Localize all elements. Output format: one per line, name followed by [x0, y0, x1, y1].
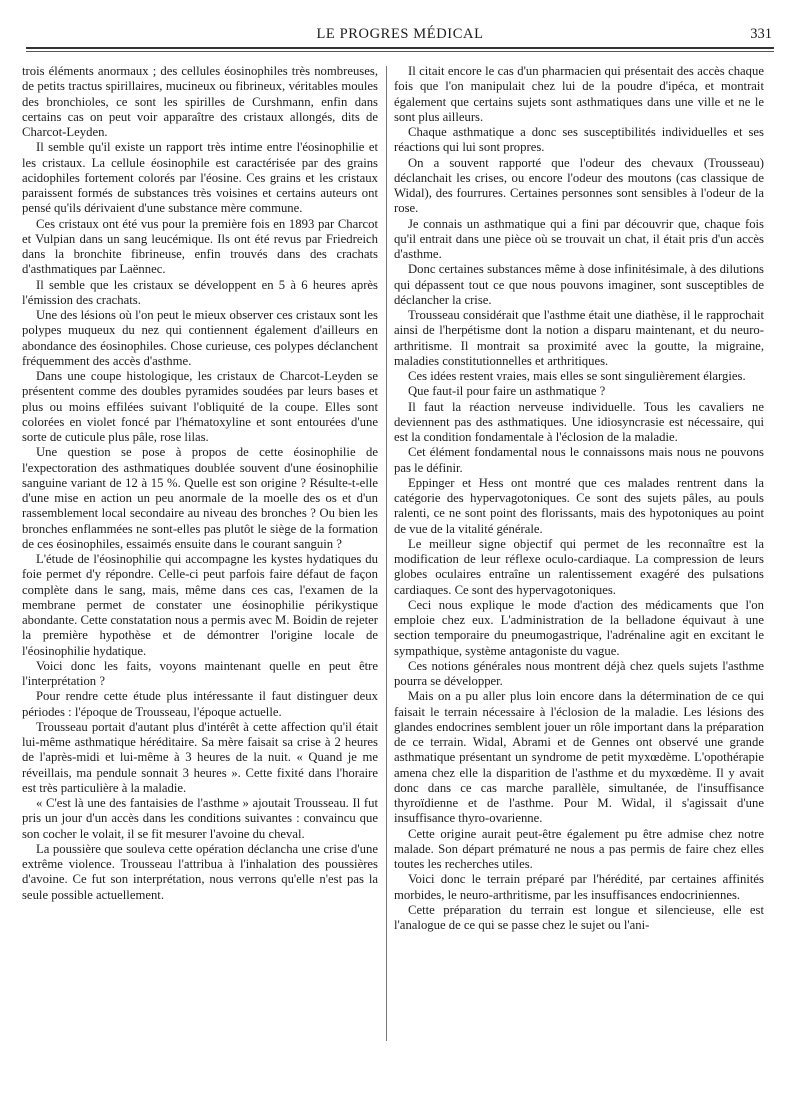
paragraph: Cet élément fondamental nous le connaissons mais nous ne pouvons pas le définir. — [394, 445, 764, 475]
paragraph: « C'est là une des fantaisies de l'asthme » ajoutait Trousseau. Il fut pris un jour d'un accès dans les conditions suivantes : convaincu que son cocher le volait, il se fit mesurer l'avoine du cheval. — [22, 796, 378, 841]
paragraph: Voici donc les faits, voyons maintenant quelle en peut être l'interprétation ? — [22, 658, 378, 688]
paragraph: Trousseau considérait que l'asthme était une diathèse, il le rapprochait ainsi de l'herpétisme dont la notion a disparu maintenant, et du neuro-arthritisme. Il montrait sa proximité avec la goutte, la migraine, maladies constitutionnelles et arthritiques. — [394, 308, 764, 368]
paragraph: Il semble qu'il existe un rapport très intime entre l'éosinophilie et les cristaux. La cellule éosinophile est caractérisée par des grains acidophiles fortement colorés par l'éosine. Ces grains et les cristaux paraissent formés de substances très voisines et certains auteurs ont pensé qu'ils dérivaient d'une substance mère commune. — [22, 140, 378, 216]
paragraph: Ces cristaux ont été vus pour la première fois en 1893 par Charcot et Vulpian dans un sang leucémique. Ils ont été revus par Friedreich dans la bronchite fibrineuse, enfin trouvés dans des crachats d'asthmatiques par Laënnec. — [22, 216, 378, 277]
paragraph: Mais on a pu aller plus loin encore dans la détermination de ce qui faisait le terrain nécessaire à l'éclosion de la maladie. Les lésions des glandes endocrines semblent jouer un rôle important dans la préparation de ce terrain. Widal, Abrami et de Gennes ont observé une grande asthmatique présentant un syndrome de petit myxœdème. L'opothérapie amena chez elle la disparition de l'asthme et du myxœdème. Il y avait donc dans ce cas marche parallèle, simultanée, de l'insuffisance thyroïdienne et de l'asthme. Pour M. Widal, il s'agissait d'une insuffisance thyro-ovarienne. — [394, 689, 764, 826]
paragraph: L'étude de l'éosinophilie qui accompagne les kystes hydatiques du foie permet d'y répondre. Celle-ci peut parfois faire défaut de façon complète dans le sang, mais, même dans ces cas, l'examen de la membrane permet de constater une éosinophilie périkystique abondante. Cette constatation nous a permis avec M. Boidin de rejeter la première hypothèse et de démontrer l'origine locale de l'éosinophilie hydatique. — [22, 552, 378, 658]
paragraph: Une des lésions où l'on peut le mieux observer ces cristaux sont les polypes muqueux du nez qui contiennent également d'ailleurs en abondance des éosinophiles. Chose curieuse, ces polypes déclanchent fréquemment des accès d'asthme. — [22, 308, 378, 368]
paragraph: Il semble que les cristaux se développent en 5 à 6 heures après l'émission des crachats. — [22, 277, 378, 307]
paragraph: La poussière que souleva cette opération déclancha une crise d'une extrême violence. Trousseau l'attribua à l'inhalation des poussières d'avoine. Ce fut son interprétation, nous verrons qu'elle n'est pas la seule possible actuellement. — [22, 841, 378, 902]
paragraph: Voici donc le terrain préparé par l'hérédité, par certaines affinités morbides, le neuro-arthritisme, par les insuffisances endocriniennes. — [394, 872, 764, 902]
paragraph: Trousseau portait d'autant plus d'intérêt à cette affection qu'il était lui-même asthmatique héréditaire. Sa mère faisait sa crise à 2 heures de l'après-midi et lui-même à 3 heures de la nuit. « Quand je me réveillais, ma pendule sonnait 3 heures ». Cette fixité dans l'horaire est très particulière à la maladie. — [22, 719, 378, 795]
left-column — [22, 64, 378, 903]
header-rule-thin — [26, 51, 774, 52]
running-title: LE PROGRES MÉDICAL — [316, 26, 484, 42]
header-rule-thick — [26, 47, 774, 49]
paragraph: On a souvent rapporté que l'odeur des chevaux (Trousseau) déclanchait les crises, ou encore l'odeur des moutons (cas classique de Widal), des fourrures. Certaines personnes sont sensibles à l'odeur de la rose. — [394, 155, 764, 216]
paragraph: Le meilleur signe objectif qui permet de les reconnaître est la modification de leur réflexe oculo-cardiaque. La compression de leurs globes oculaires entraîne un ralentissement exagéré des pulsations cardiaques. Ce sont des hypervagotoniques. — [394, 536, 764, 597]
paragraph: Pour rendre cette étude plus intéressante il faut distinguer deux périodes : l'époque de Trousseau, l'époque actuelle. — [22, 689, 378, 719]
paragraph: Donc certaines substances même à dose infinitésimale, à des dilutions qui dépassent tout ce que nous pouvons imaginer, sont susceptibles de déclancher la crise. — [394, 262, 764, 307]
paragraph: Cette préparation du terrain est longue et silencieuse, elle est l'analogue de ce qui se passe chez le sujet ou l'ani- — [394, 902, 764, 932]
paragraph: Il citait encore le cas d'un pharmacien qui présentait des accès chaque fois que l'on manipulait chez lui de la poudre d'ipéca, et montrait également que certains sujets sont asthmatiques dans une ville et ne le sont plus ailleurs. — [394, 64, 764, 124]
column-divider — [386, 66, 387, 1041]
paragraph: Il faut la réaction nerveuse individuelle. Tous les cavaliers ne deviennent pas des asthmatiques. Une idiosyncrasie est nécessaire, qui est la condition fondamentale à l'éclosion de la maladie. — [394, 399, 764, 444]
paragraph: Que faut-il pour faire un asthmatique ? — [408, 384, 606, 399]
paragraph: Ceci nous explique le mode d'action des médicaments que l'on emploie chez eux. L'administration de la belladone équivaut à une section temporaire du pneumogastrique, l'adrénaline agit en excitant le sympathique, système antagoniste du vague. — [394, 597, 764, 658]
paragraph: Chaque asthmatique a donc ses susceptibilités individuelles et ses réactions qui lui sont propres. — [394, 125, 764, 155]
paragraph: trois éléments anormaux ; des cellules éosinophiles très nombreuses, de petits tractus spirillaires, mucineux ou fibrineux, véritables moules des bronchioles, ce sont les spirilles de Curshmann, enfin dans certains cas on peut voir apparaître des cristaux allongés, dits de Charcot-Leyden. — [22, 64, 378, 139]
paragraph: Une question se pose à propos de cette éosinophilie de l'expectoration des asthmatiques doublée souvent d'une éosinophilie sanguine variant de 12 à 15 %. Quelle est son origine ? Résulte-t-elle d'une mise en action un peu anormale de la moelle des os et d'un rassemblement local secondaire au niveau des bronches ? Ou bien les bronches enflammées ne sont-elles pas plutôt le siège de la formation de ces éosinophiles, essaimés ensuite dans le courant sanguin ? — [22, 445, 378, 551]
page-number: 331 — [750, 26, 772, 42]
paragraph: Eppinger et Hess ont montré que ces malades rentrent dans la catégorie des hypervagotoniques. Ce sont des sujets pâles, au pouls ralenti, ce ne sont point des florissants, mais des hypotoniques au point de vue de la vitalité générale. — [394, 475, 764, 536]
paragraph: Cette origine aurait peut-être également pu être admise chez notre malade. Son départ prématuré ne nous a pas permis de faire chez elles toutes les recherches utiles. — [394, 826, 764, 871]
paragraph: Je connais un asthmatique qui a fini par découvrir que, chaque fois qu'il entrait dans une pièce où se trouvait un chat, il était pris d'un accès d'asthme. — [394, 216, 764, 261]
paragraph: Dans une coupe histologique, les cristaux de Charcot-Leyden se présentent comme des doubles pyramides soudées par leurs bases et plus ou moins effilées suivant l'obliquité de la coupe. Elles sont colorées en violet foncé par l'hématoxyline et sont entourées d'une sorte de cuticule plus pâle, rose lilas. — [22, 369, 378, 444]
paragraph: Ces notions générales nous montrent déjà chez quels sujets l'asthme pourra se développer. — [394, 658, 764, 688]
right-column — [394, 64, 764, 933]
paragraph: Ces idées restent vraies, mais elles se sont singulièrement élargies. — [408, 369, 746, 383]
